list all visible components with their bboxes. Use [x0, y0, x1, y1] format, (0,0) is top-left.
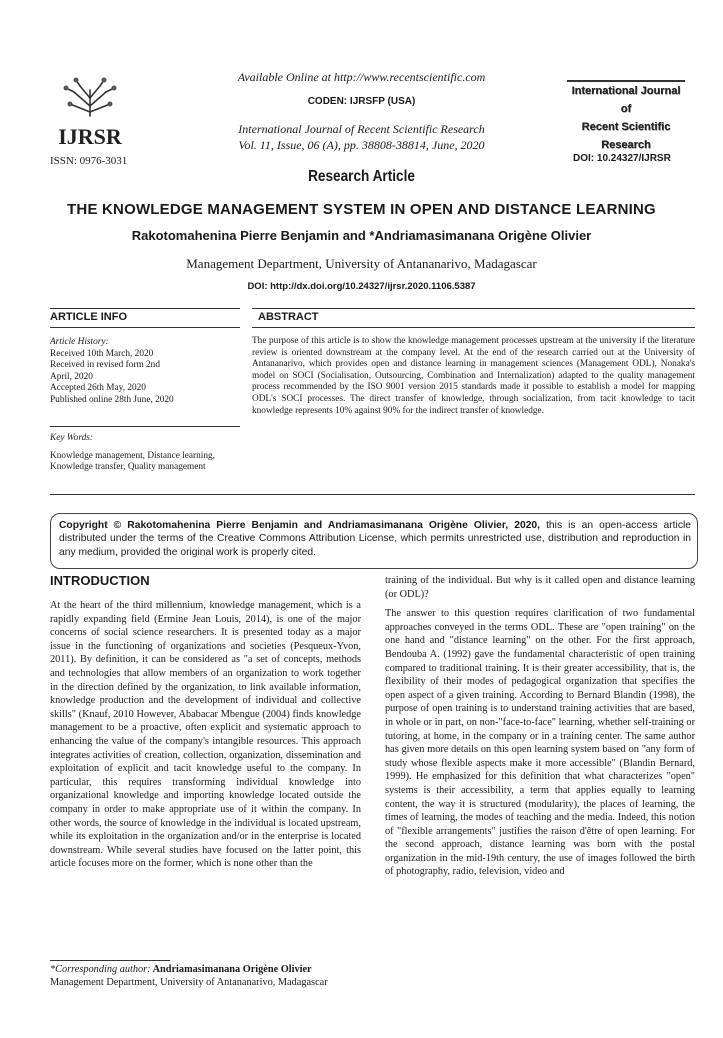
volume-info: Vol. 11, Issue, 06 (A), pp. 38808-38814, June, 2020 [238, 138, 485, 152]
paragraph: training of the individual. But why is it called open and distance learning (or ODL)? [385, 575, 695, 600]
keywords: Knowledge management, Distance learning, Knowledge transfer, Quality management [50, 450, 215, 473]
journal-box-line: Recent Scientific [581, 121, 671, 133]
paragraph: The answer to this question requires clarification of two fundamental approaches conveyed in the terms ODL. These are "open training" on the one hand and "distance learning" on the other. For the first approach, Bendouba A. (1992) gave the fundamental characteristic of open training compared to traditional training. It is their greater accessibility, that is, the flexibility of their modes of pedagogical organization that specifies the open aspect of a given training. According to Bernard Blandin (1998), the purpose of open training is to understand training activities that are based, in whole or in part, on non-"face-to-face" learning, whether self-training or tutoring, at home, in the company or in a training center. The same author has given more details on this open learning system based on "any form of study whose flexible aspects make it more accessible" (Blandin Bernard, 1999). He emphasized for this definition that what characterizes "open" systems is their accessibility, a term that applies equally to learning content, the way it is structured (modularity), the places of learning, the times of learning, the modes of teaching and the media. Indeed, this notion of "flexible arrangements" justifies the raison d'être of open learning. For the second approach, distance learning was born with the postal organization in the mid-19th century, the use of images followed the birth of photography, radio, television, video and [385, 608, 695, 878]
introduction-left-column [50, 599, 361, 877]
history-label: Article History: [50, 337, 109, 347]
divider [252, 327, 695, 328]
journal-box-line: Research [601, 139, 651, 151]
journal-name: International Journal of Recent Scientific Research [238, 122, 485, 136]
logo-text: IJRSR [58, 124, 122, 149]
article-doi[interactable]: DOI: http://dx.doi.org/10.24327/ijrsr.2020.1106.5387 [247, 281, 476, 292]
introduction-heading: INTRODUCTION [50, 573, 150, 588]
journal-box-line: International Journal of [571, 85, 681, 115]
paper-title: THE KNOWLEDGE MANAGEMENT SYSTEM IN OPEN AND DISTANCE LEARNING [67, 201, 656, 218]
journal-doi: DOI: 10.24327/IJRSR [573, 153, 671, 164]
history-item: Received in revised form 2nd [50, 360, 160, 371]
history-item: Received 10th March, 2020 [50, 348, 154, 359]
keywords-label: Key Words: [50, 433, 93, 443]
footnote-name: Andriamasimanana Origène Olivier [150, 964, 312, 975]
article-type: Research Article [308, 168, 415, 185]
paragraph: At the heart of the third millennium, knowledge management, which is a rapidly expanding field (Ermine Jean Louis, 2014), is one of the major concerns of social science researchers. It is presented today as a major issue in the functioning of organizations and societies (Pesqueux-Yvon, 2011). By definition, it can be considered as "a set of concepts, methods and technologies that allow members of an organization to work together in the direction defined by the organization, to link available information, knowledge production and the development of individual and collective skills" (Knauf, 2010 However, Ababacar Mbengue (2004) finds knowledge management to be a proactive, often explicit and systematic approach to enhancing the value of the company's intangible resources. This approach integrates activities of creation, collection, organization, dissemination and exploitation of explicit and tacit knowledge useful to the company. In particular, this requires transforming individual knowledge into organizational knowledge and importing knowledge located outside the company in order to make appropriate use of it within the company. In other words, the source of knowledge in the individual is located upstream, while its exploitation in the organization and/or in the enterprise is located downstream. While several studies have focused on the latter point, this article focuses more on the former, which is none other than the [50, 600, 361, 870]
abstract-text: The purpose of this article is to show the knowledge management processes upstream at the university if the literature review is oriented downstream at the company level. At the end of the research carried out at the University of Antananarivo, which provides open and distance learning in management sciences (Management ODL), Nonaka's model on SOCI (Socialisation, Outsourcing, Combination and Internalization) adapted to the quality management process recommended by the ISO 9001 version 2015 standards made it possible to establish a model for mapping ODL's SOCI processes. The direct transfer of knowledge, through socialization, from tacit knowledge to tacit knowledge represents 10% against 90% for the indirect transfer of knowledge. [252, 336, 695, 416]
history-item: April, 2020 [50, 371, 93, 382]
keywords-block [50, 433, 230, 474]
history-item: Accepted 26th May, 2020 [50, 383, 146, 394]
copyright-box [50, 513, 698, 569]
article-history [50, 337, 240, 407]
divider [50, 327, 240, 328]
divider [252, 308, 695, 309]
history-item: Published online 28th June, 2020 [50, 394, 174, 405]
footnote-label: *Corresponding author: [50, 964, 151, 975]
footnote [50, 963, 390, 989]
coden: CODEN: IJRSFP (USA) [307, 96, 416, 107]
divider [50, 426, 240, 427]
issn: ISSN: 0976-3031 [50, 155, 128, 167]
divider [50, 308, 240, 309]
journal-title-box [567, 80, 685, 150]
abstract-heading: ABSTRACT [258, 311, 319, 323]
divider [50, 494, 695, 495]
article-info-heading: ARTICLE INFO [50, 311, 127, 323]
footnote-rule [50, 960, 170, 961]
available-online: Available Online at http://www.recentscientific.com [237, 70, 486, 84]
footnote-affiliation: Management Department, University of Antananarivo, Madagascar [50, 977, 328, 988]
copyright-prefix: Copyright © Rakotomahenina Pierre Benjamin and Andriamasimanana Origène Olivier, 2020, [59, 520, 541, 531]
affiliation: Management Department, University of Antananarivo, Madagascar [186, 256, 537, 271]
introduction-right-column [385, 574, 695, 885]
authors: Rakotomahenina Pierre Benjamin and *Andriamasimanana Origène Olivier [131, 228, 592, 243]
copyright-text: this is an open-access article distributed under the terms of the Creative Commons Attribution License, which permits unrestricted use, distribution and reproduction in any medium, provided the original work is properly cited. [59, 520, 691, 558]
